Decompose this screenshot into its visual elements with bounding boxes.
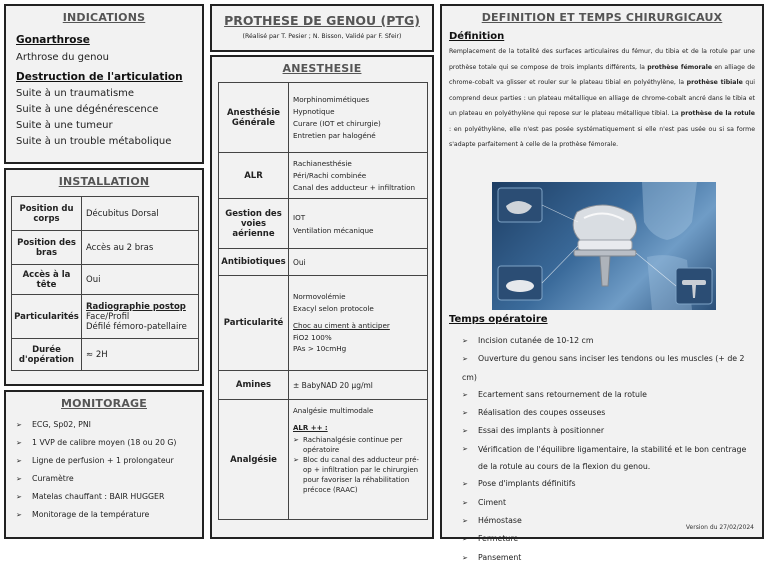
list-item-text: Réalisation des coupes osseuses [478, 408, 606, 418]
list-item-text: Bloc du canal des adducteur pré-op + infiltration par le chirurgien pour favoriser la réhabilitation précoce (RAAC) [303, 456, 419, 494]
page-title: PROTHESE DE GENOU (PTG) [224, 13, 420, 28]
table-row [12, 339, 199, 371]
value-line: Rachianesthésie [293, 158, 352, 168]
installation-value: Oui [82, 265, 199, 295]
arrow-bullet-icon: ➢ [462, 427, 468, 436]
arrow-bullet-icon: ➢ [16, 439, 22, 447]
list-item-text: Curamètre [32, 474, 74, 483]
value-line: IOT [293, 212, 306, 222]
monitorage-title: MONITORAGE [61, 397, 147, 410]
anesthesie-key: Analgésie [219, 400, 289, 520]
arrow-bullet-icon: ➢ [16, 493, 22, 501]
anesthesie-value [289, 276, 428, 371]
list-item-text: Hémostase [478, 515, 522, 525]
value-line: Entretien par halogéné [293, 130, 376, 140]
indications-panel [4, 4, 204, 164]
anesthesie-key: ALR [219, 153, 289, 199]
table-row [219, 249, 428, 276]
radiographie-heading: Radiographie postop [86, 301, 186, 312]
list-item-text: Matelas chauffant : BAIR HUGGER [32, 492, 165, 501]
header-panel [210, 4, 434, 52]
version-label: Version du 27/02/2024 [685, 524, 754, 531]
arrow-bullet-icon: ➢ [293, 456, 299, 464]
anesthesie-value: ± BabyNAD 20 µg/ml [289, 371, 428, 400]
gonarthrose-item: Arthrose du genou [16, 52, 109, 63]
value-line: Morphinomimétiques [293, 94, 370, 104]
list-item-text: ECG, Sp02, PNI [32, 420, 91, 429]
arrow-bullet-icon: ➢ [16, 511, 22, 519]
monitorage-panel [4, 390, 204, 539]
value-line: Curare (IOT et chirurgie) [293, 118, 381, 128]
anesthesie-value [289, 400, 428, 520]
list-item-text: Ligne de perfusion + 1 prolongateur [32, 456, 174, 465]
table-row [12, 295, 199, 339]
list-item [462, 549, 758, 567]
anesthesie-key: Particularité [219, 276, 289, 371]
installation-key: Position du corps [12, 197, 82, 231]
destruction-item: Suite à une tumeur [16, 120, 113, 131]
value-line: Péri/Rachi combinée [293, 170, 367, 180]
list-item [462, 350, 758, 386]
list-item [462, 332, 758, 350]
table-row [219, 400, 428, 520]
table-row [12, 231, 199, 265]
arrow-bullet-icon: ➢ [16, 457, 22, 465]
list-item-text: Ecartement sans retournement de la rotule [478, 389, 647, 399]
value-line: FiO2 100% [293, 332, 332, 342]
value-line: Ventilation mécanique [293, 225, 374, 235]
definition-title: DEFINITION ET TEMPS CHIRURGICAUX [481, 11, 723, 24]
value-line: Canal des adducteur + infiltration [293, 182, 416, 192]
installation-key: Accès à la tête [12, 265, 82, 295]
list-item [293, 435, 427, 455]
arrow-bullet-icon: ➢ [462, 409, 468, 418]
table-row [219, 371, 428, 400]
radiographie-line: Défilé fémoro-patellaire [86, 321, 187, 332]
destruction-item: Suite à une dégénérescence [16, 104, 159, 115]
list-item-text: Fermeture [478, 534, 519, 544]
table-row [219, 199, 428, 249]
definition-heading: Définition [449, 31, 505, 42]
steps-list [462, 332, 758, 567]
arrow-bullet-icon: ➢ [293, 436, 299, 444]
installation-value: Accès au 2 bras [82, 231, 199, 265]
value-line: PAs > 10cmHg [293, 344, 347, 354]
list-item-text: Pansement [478, 552, 522, 562]
list-item-text: Monitorage de la température [32, 510, 150, 519]
installation-panel [4, 168, 204, 386]
arrow-bullet-icon: ➢ [462, 480, 468, 489]
arrow-bullet-icon: ➢ [462, 498, 468, 507]
list-item [16, 416, 202, 434]
list-item-text: Vérification de l'équilibre ligamentaire, la stabilité et le bon centrage de la rotule au cours de la flexion du genou. [478, 444, 747, 472]
list-item-text: Rachianalgésie continue per opératoire [303, 436, 403, 454]
prosthesis-illustration-icon [492, 182, 716, 310]
list-item-text: Pose d'implants définitifs [478, 479, 576, 489]
arrow-bullet-icon: ➢ [462, 516, 468, 525]
text-bold: prothèse de la rotule [680, 110, 755, 117]
installation-key: Durée d'opération [12, 339, 82, 371]
value-line: Normovolémie [293, 292, 346, 302]
arrow-bullet-icon: ➢ [462, 337, 468, 345]
destruction-item: Suite à un trouble métabolique [16, 136, 172, 147]
knee-prosthesis-image [492, 182, 716, 310]
arrow-bullet-icon: ➢ [16, 421, 22, 429]
installation-key: Position des bras [12, 231, 82, 265]
list-item [462, 475, 758, 493]
list-item-text: Ciment [478, 497, 507, 507]
value-line: Analgésie multimodale [293, 407, 374, 415]
list-item [462, 530, 758, 548]
arrow-bullet-icon: ➢ [462, 444, 468, 453]
table-row [12, 265, 199, 295]
anesthesie-key: Antibiotiques [219, 249, 289, 276]
list-item-text: Incision cutanée de 10-12 cm [478, 336, 594, 345]
anesthesie-panel [210, 55, 434, 539]
list-item [462, 441, 758, 476]
anesthesie-key: Gestion des voies aérienne [219, 199, 289, 249]
anesthesie-key: Amines [219, 371, 289, 400]
value-line: Hypnotique [293, 106, 335, 116]
gonarthrose-heading: Gonarthrose [16, 34, 90, 46]
installation-value: Décubitus Dorsal [82, 197, 199, 231]
text-span: en alliage de chrome-cobalt va glisser et rouler sur le plateau tibial en polyéthylène, la [449, 63, 755, 86]
list-item [16, 488, 202, 506]
list-item [16, 470, 202, 488]
installation-value: ≈ 2H [82, 339, 199, 371]
list-item [16, 434, 202, 452]
list-item-text: 1 VVP de calibre moyen (18 ou 20 G) [32, 438, 177, 447]
text-span: Remplacement de la totalité des surfaces articulaires du fémur, du tibia et de la rotule par une prothèse totale qui se compose de trois implants différents, la [449, 48, 755, 71]
monitorage-list [16, 416, 202, 524]
list-item [462, 422, 758, 440]
temps-heading: Temps opératoire [449, 314, 548, 325]
text-bold: prothèse fémorale [647, 63, 713, 71]
list-item [16, 506, 202, 524]
value-line: Exacyl selon protocole [293, 303, 374, 313]
page-credits: (Réalisé par T. Pesier ; N. Bisson, Validé par F. Sfeir) [242, 33, 402, 40]
definition-panel [440, 4, 764, 562]
installation-key: Particularités [12, 295, 82, 339]
arrow-bullet-icon: ➢ [462, 390, 468, 399]
anesthesie-value: Oui [289, 249, 428, 276]
arrow-bullet-icon: ➢ [462, 535, 468, 544]
value-line: Choc au ciment à anticiper [293, 321, 390, 331]
table-row [219, 276, 428, 371]
anesthesie-key: Anesthésie Générale [219, 83, 289, 153]
list-item [462, 494, 758, 512]
text-bold: prothèse tibiale [686, 79, 743, 86]
destruction-item: Suite à un traumatisme [16, 88, 135, 99]
anesthesie-title: ANESTHESIE [282, 62, 362, 75]
text-span: : en polyéthylène, elle n'est pas posée systématiquement si elle n'est pas usée ou si sa forme s'adapte parfaitement à celle de la prothèse fémorale. [449, 125, 755, 148]
indications-title: INDICATIONS [62, 11, 146, 24]
text-span: qui comprend deux parties : un plateau métallique en alliage de chrome-cobalt ancré dans le tibia et un plateau en polyéthylène qui repose sur le plateau métallique tibial. La [449, 79, 755, 117]
list-item [462, 386, 758, 404]
installation-title: INSTALLATION [58, 175, 150, 188]
radiographie-line: Face/Profil [86, 311, 130, 322]
table-row [219, 83, 428, 153]
value-line: ALR ++ : [293, 424, 328, 432]
arrow-bullet-icon: ➢ [462, 553, 468, 562]
destruction-heading: Destruction de l'articulation [16, 71, 183, 83]
list-item [293, 455, 427, 495]
installation-table [11, 196, 199, 371]
arrow-bullet-icon: ➢ [16, 475, 22, 483]
list-item-text: Ouverture du genou sans inciser les tendons ou les muscles (+ de 2 cm) [462, 354, 745, 382]
table-row [219, 153, 428, 199]
definition-text [449, 44, 755, 153]
list-item [462, 404, 758, 422]
anesthesie-value [289, 199, 428, 249]
list-item-text: Essai des implants à positionner [478, 426, 605, 436]
table-row [12, 197, 199, 231]
anesthesie-value [289, 83, 428, 153]
anesthesie-value [289, 153, 428, 199]
list-item [16, 452, 202, 470]
installation-value [82, 295, 199, 339]
anesthesie-table [218, 82, 428, 520]
arrow-bullet-icon: ➢ [462, 355, 468, 364]
